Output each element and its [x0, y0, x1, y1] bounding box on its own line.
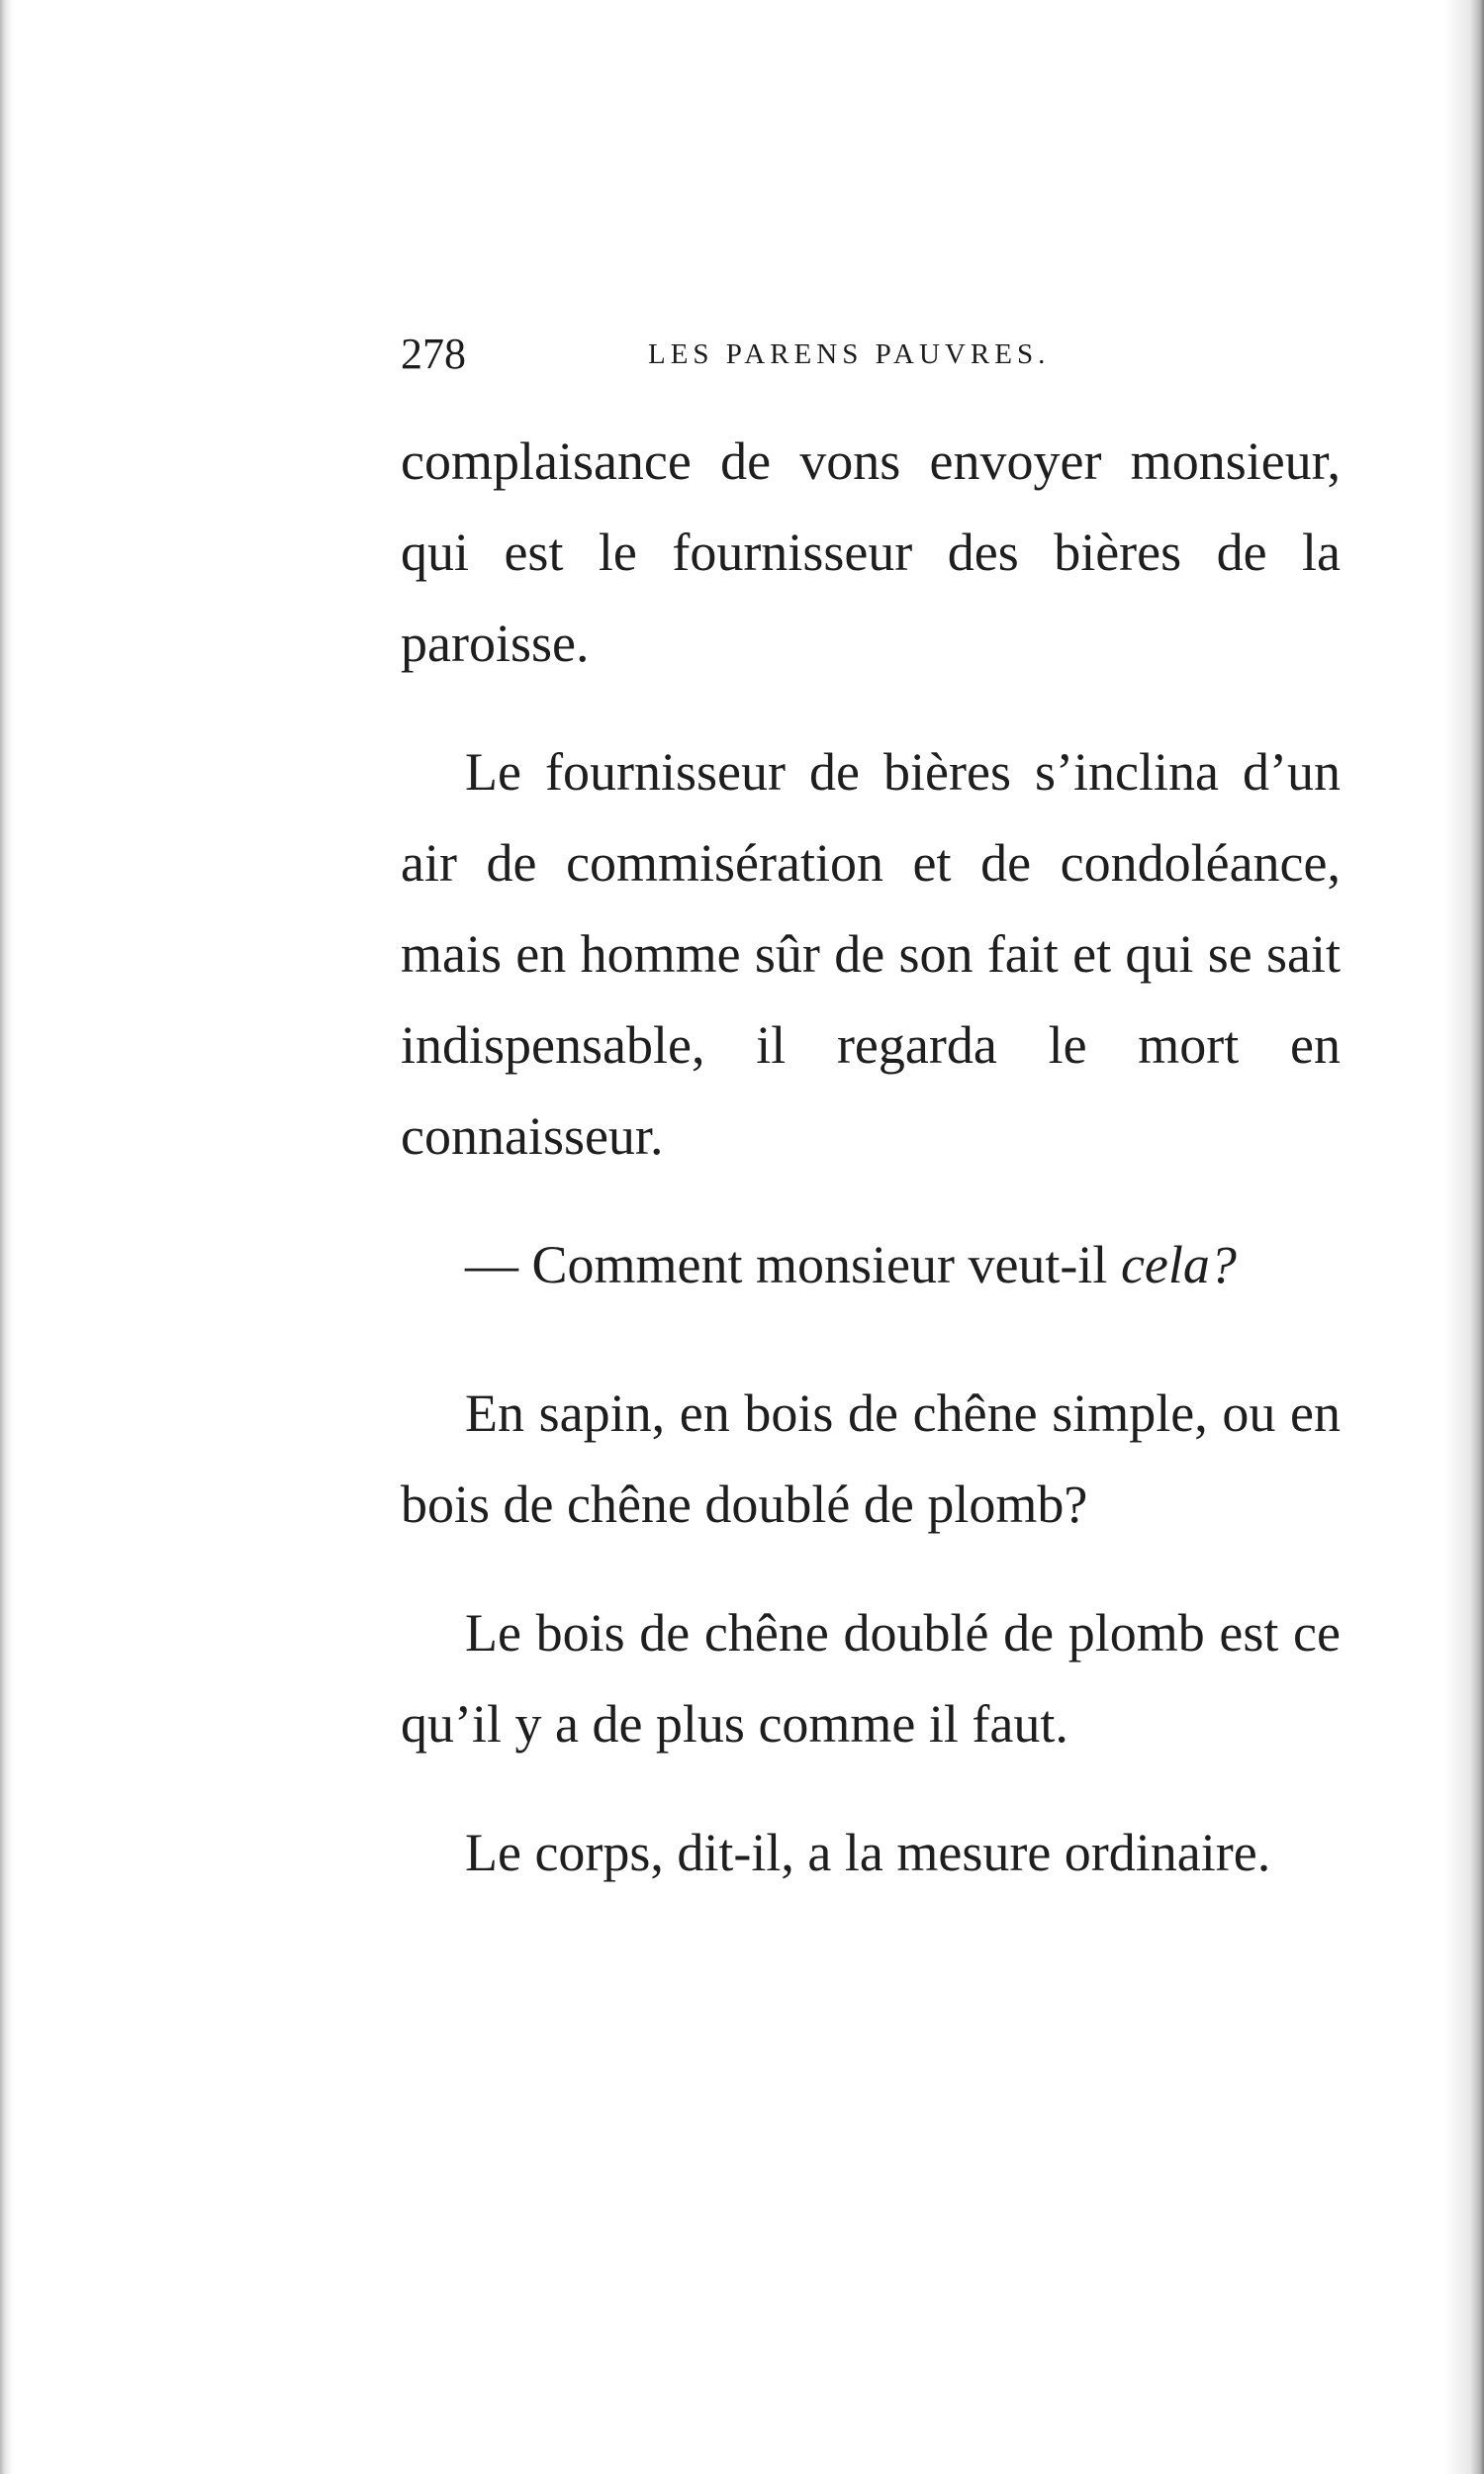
page-edge-shadow [1444, 0, 1484, 2474]
paragraph-1: complaisance de vons envoyer monsieur, qui est le fournisseur des bières de la paroisse. [401, 431, 1341, 673]
binding-edge [0, 0, 14, 2474]
paragraph-6: Le corps, dit-il, a la mesure ordinaire. [465, 1823, 1271, 1882]
page-number: 278 [401, 330, 466, 378]
paragraph-5: Le bois de chêne doublé de plomb est ce qu’il y a de plus comme il faut. [401, 1603, 1341, 1754]
dialogue-italic-word: cela? [1120, 1235, 1237, 1294]
paragraph-4: En sapin, en bois de chêne simple, ou en bois de chêne doublé de plomb? [401, 1383, 1341, 1534]
paragraph-2: Le fournisseur de bières s’inclina d’un air de commisération et de condoléance, mais en homme sûr de son fait et qui se sait indispensable, il regarda le mort en connaisseur. [401, 742, 1341, 1166]
running-head [401, 329, 1341, 388]
dialogue-text: — Comment monsieur veut-il [465, 1235, 1121, 1294]
book-title: LES PARENS PAUVRES. [648, 338, 1051, 370]
body-text [401, 416, 1341, 1936]
paragraph-3-dialogue [401, 1219, 1341, 1310]
